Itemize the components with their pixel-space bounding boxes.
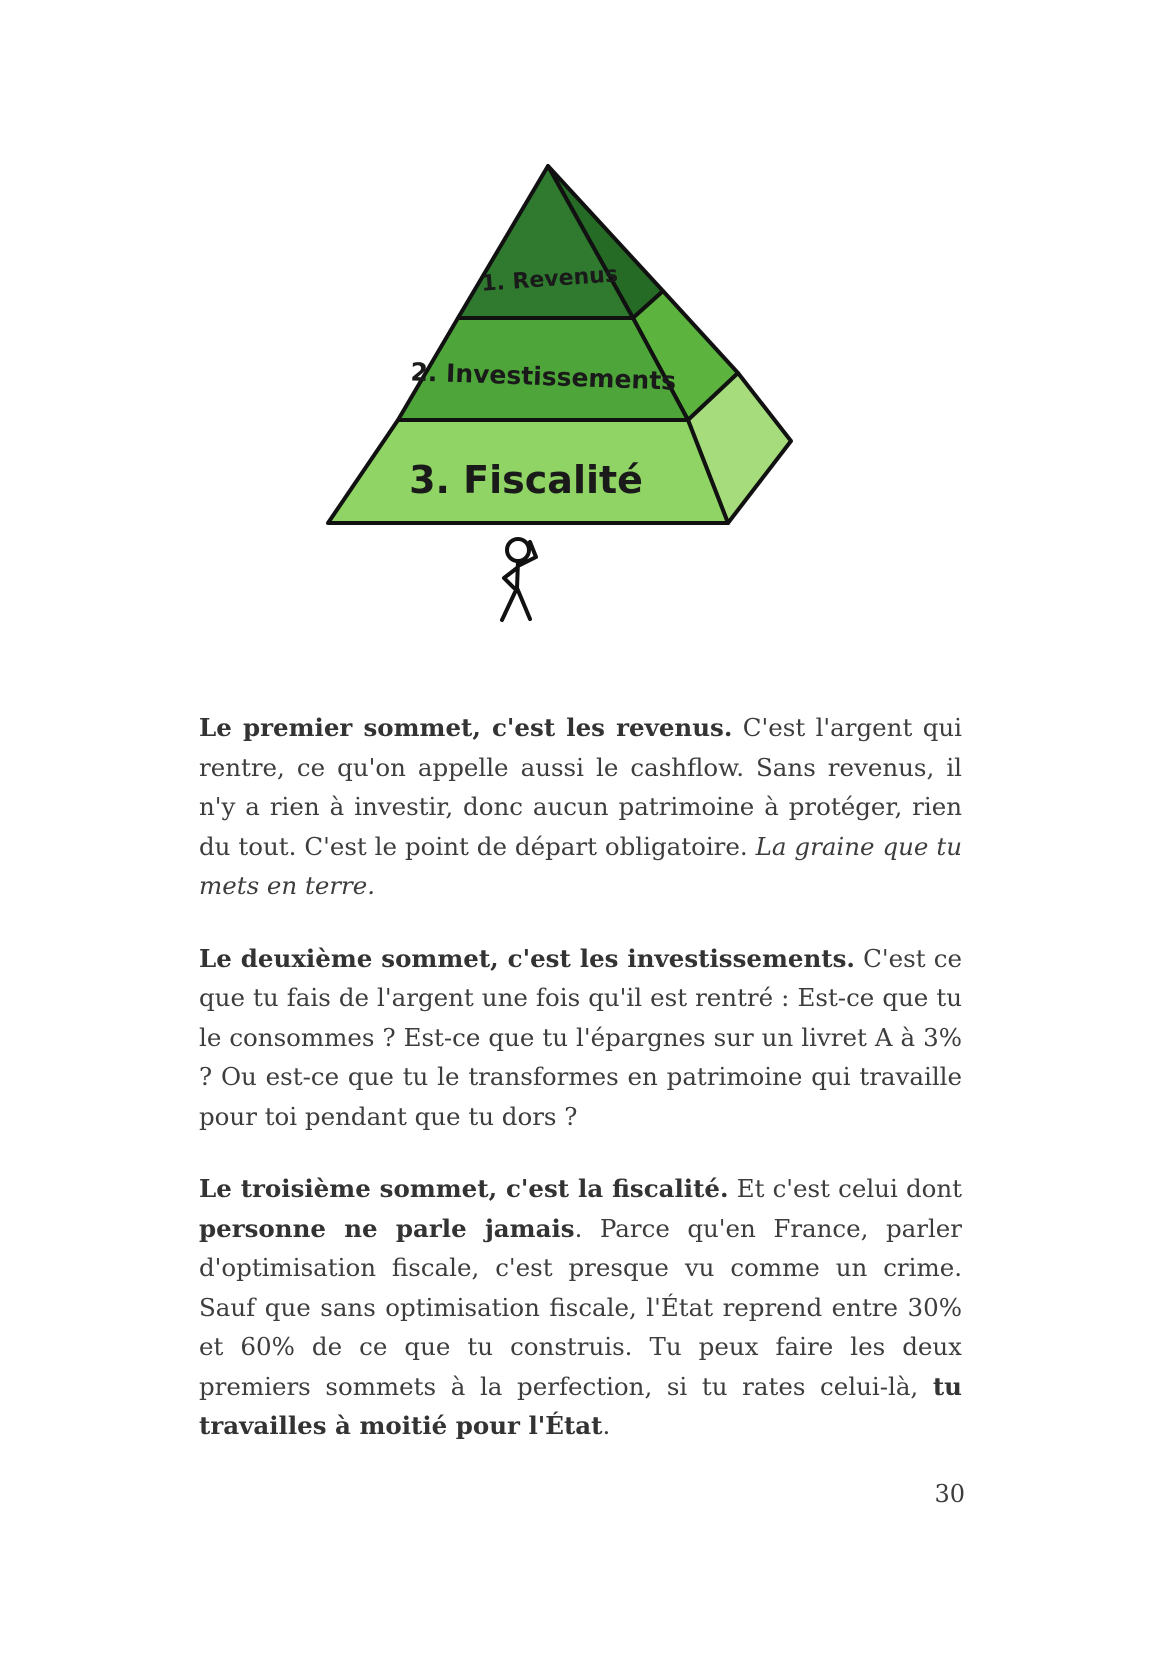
paragraph-investissements-lead: Le deuxième sommet, c'est les investissements.: [199, 943, 855, 973]
page-number: 30: [934, 1480, 965, 1508]
paragraph-fiscalite-end: .: [602, 1411, 611, 1440]
paragraph-fiscalite-body-2: . Parce qu'en France, parler d'optimisation fiscale, c'est presque vu comme un crime. Sauf que sans optimisation fiscale, l'État reprend entre 30% et 60% de ce que tu construis. Tu peux faire les deux premiers sommets à la perfection, si tu rates celui-là,: [199, 1213, 962, 1401]
paragraph-fiscalite: [199, 1169, 962, 1446]
paragraph-fiscalite-emphasis-1: personne ne parle jamais: [199, 1213, 575, 1243]
paragraph-revenus-body: C'est l'argent qui rentre, ce qu'on appelle aussi le cashflow. Sans revenus, il n'y a rien à investir, donc aucun patrimoine à protéger, rien du tout. C'est le point de départ obligatoire.: [199, 713, 962, 861]
tier-label-investissements: 2. Investissements: [410, 357, 677, 396]
paragraph-fiscalite-emphasis-2: tu travailles à moitié pour l'État: [199, 1371, 962, 1440]
pyramid-illustration: [278, 158, 878, 658]
paragraph-revenus: [199, 708, 962, 906]
paragraph-fiscalite-body-1: Et c'est celui dont: [728, 1174, 963, 1203]
tier-label-fiscalite: 3. Fiscalité: [409, 458, 643, 502]
paragraph-investissements: [199, 939, 962, 1137]
paragraph-revenus-lead: Le premier sommet, c'est les revenus.: [199, 713, 733, 742]
tier-label-revenus: 1. Revenus: [480, 262, 619, 297]
paragraph-revenus-italic: La graine que tu mets en terre.: [199, 831, 962, 900]
paragraph-fiscalite-lead: Le troisième sommet, c'est la fiscalité.: [199, 1174, 729, 1203]
paragraph-investissements-body: C'est ce que tu fais de l'argent une fois qu'il est rentré : Est-ce que tu le consommes ? Est-ce que tu l'épargnes sur un livret A à 3% ? Ou est-ce que tu le transformes en patrimoine qui travaille pour toi pendant que tu dors ?: [199, 943, 962, 1131]
stick-figure-icon: [502, 539, 536, 620]
body-text: [199, 708, 962, 1479]
